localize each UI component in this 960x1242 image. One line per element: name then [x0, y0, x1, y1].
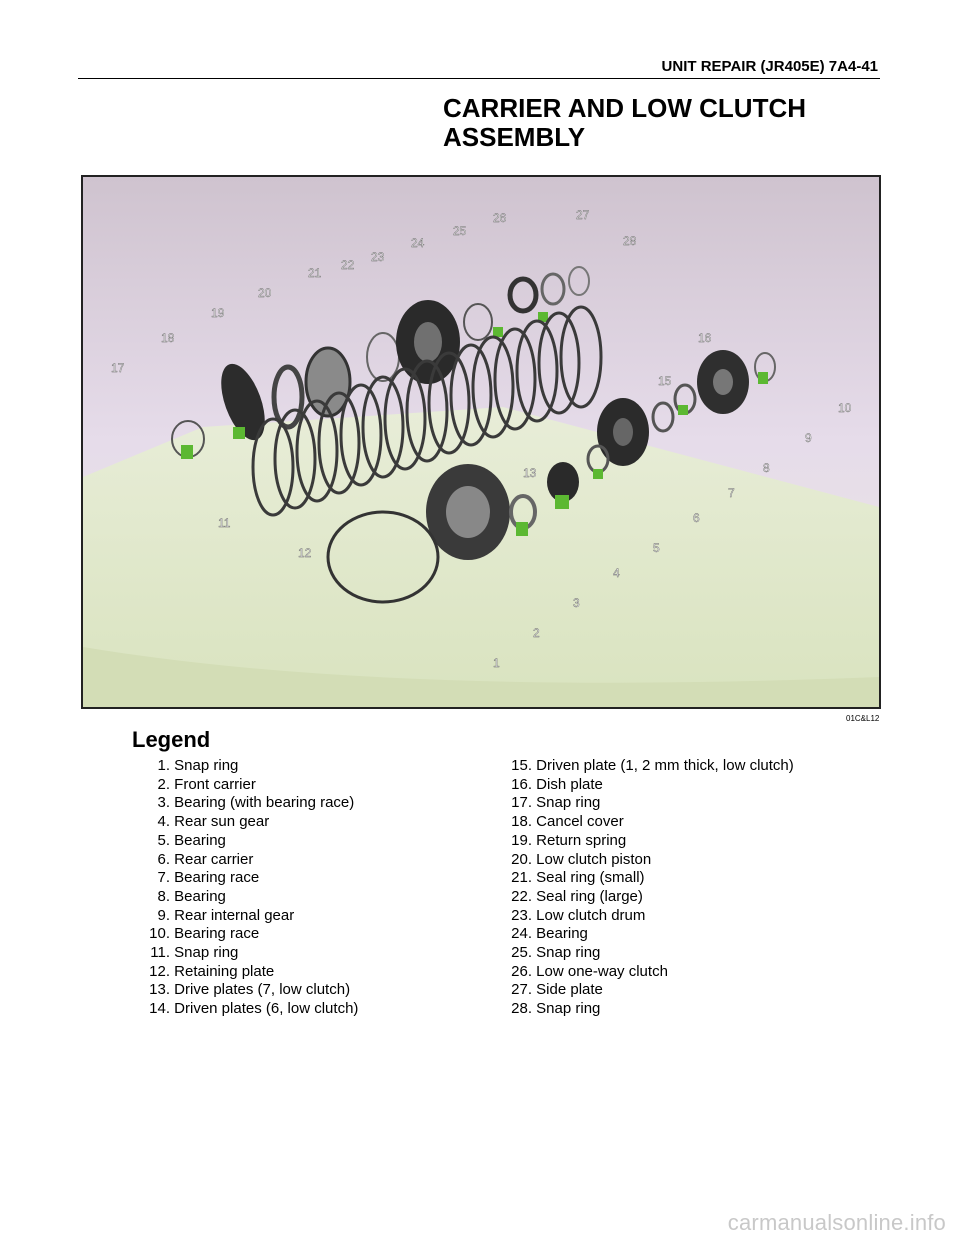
callout-10: 10 — [838, 401, 852, 415]
callout-4: 4 — [613, 566, 620, 580]
callout-6: 6 — [693, 511, 700, 525]
callout-7: 7 — [728, 486, 735, 500]
legend-item: 25. Snap ring — [511, 944, 601, 962]
callout-9: 9 — [805, 431, 812, 445]
callout-22: 22 — [341, 258, 355, 272]
legend-item: 12. Retaining plate — [149, 962, 275, 980]
legend-item: 17. Snap ring — [511, 794, 601, 812]
callout-16: 16 — [698, 331, 712, 345]
legend-item: 5. Bearing — [157, 831, 226, 849]
figure-code: 01C&L12 — [846, 714, 880, 723]
header-text: UNIT REPAIR (JR405E) 7A4-41 — [661, 58, 878, 75]
callout-21: 21 — [308, 266, 322, 280]
callout-20: 20 — [258, 286, 272, 300]
legend-item: 26. Low one-way clutch — [511, 962, 668, 980]
legend-item: 11. Snap ring — [150, 944, 239, 962]
legend-item: 7. Bearing race — [157, 869, 260, 887]
callout-15: 15 — [658, 374, 672, 388]
legend-item: 28. Snap ring — [511, 1000, 601, 1018]
callout-28: 28 — [623, 234, 637, 248]
page-header — [78, 58, 880, 79]
title-line-1: CARRIER AND LOW CLUTCH — [443, 93, 806, 123]
legend-item: 27. Side plate — [511, 981, 603, 999]
legend-item: 8. Bearing — [157, 887, 226, 905]
legend-item: 9. Rear internal gear — [157, 906, 295, 924]
legend-item: 20. Low clutch piston — [511, 850, 652, 868]
callout-18: 18 — [161, 331, 175, 345]
legend-item: 3. Bearing (with bearing race) — [157, 794, 355, 812]
legend-item: 4. Rear sun gear — [157, 813, 270, 831]
callout-17: 17 — [111, 361, 125, 375]
callout-5: 5 — [653, 541, 660, 555]
legend-item: 16. Dish plate — [511, 775, 603, 793]
legend-item: 15. Driven plate (1, 2 mm thick, low clutch) — [511, 757, 794, 774]
callout-24: 24 — [411, 236, 425, 250]
callout-11: 11 — [218, 516, 231, 530]
exploded-view-photo — [81, 175, 881, 709]
callout-8: 8 — [763, 461, 770, 475]
legend-item: 10. Bearing race — [149, 925, 260, 943]
legend-item: 18. Cancel cover — [511, 813, 624, 831]
legend-item: 23. Low clutch drum — [511, 906, 646, 924]
exploded-view-illustration — [83, 177, 879, 707]
watermark: carmanualsonline.info — [727, 1210, 946, 1235]
callout-12: 12 — [298, 546, 312, 560]
legend-item: 13. Drive plates (7, low clutch) — [149, 981, 351, 999]
legend-title: Legend — [132, 727, 211, 752]
callout-13: 13 — [523, 466, 537, 480]
callout-19: 19 — [211, 306, 225, 320]
legend-item: 19. Return spring — [511, 831, 627, 849]
legend-item: 21. Seal ring (small) — [511, 869, 645, 887]
legend-item: 1. Snap ring — [157, 757, 239, 774]
callout-26: 26 — [493, 211, 507, 225]
legend-right-column — [502, 757, 794, 1019]
callout-23: 23 — [371, 250, 385, 264]
legend-item: 6. Rear carrier — [157, 850, 254, 868]
legend-item: 14. Driven plates (6, low clutch) — [149, 1000, 359, 1018]
callout-27: 27 — [576, 208, 590, 222]
callout-3: 3 — [573, 596, 580, 610]
callout-2: 2 — [533, 626, 540, 640]
legend-item: 22. Seal ring (large) — [511, 887, 643, 905]
callout-1: 1 — [493, 656, 500, 670]
page-title — [443, 94, 863, 152]
legend-item: 2. Front carrier — [157, 775, 256, 793]
title-line-2: ASSEMBLY — [443, 122, 586, 152]
callout-25: 25 — [453, 224, 467, 238]
legend-item: 24. Bearing — [511, 925, 588, 943]
legend-left-column — [140, 757, 358, 1019]
